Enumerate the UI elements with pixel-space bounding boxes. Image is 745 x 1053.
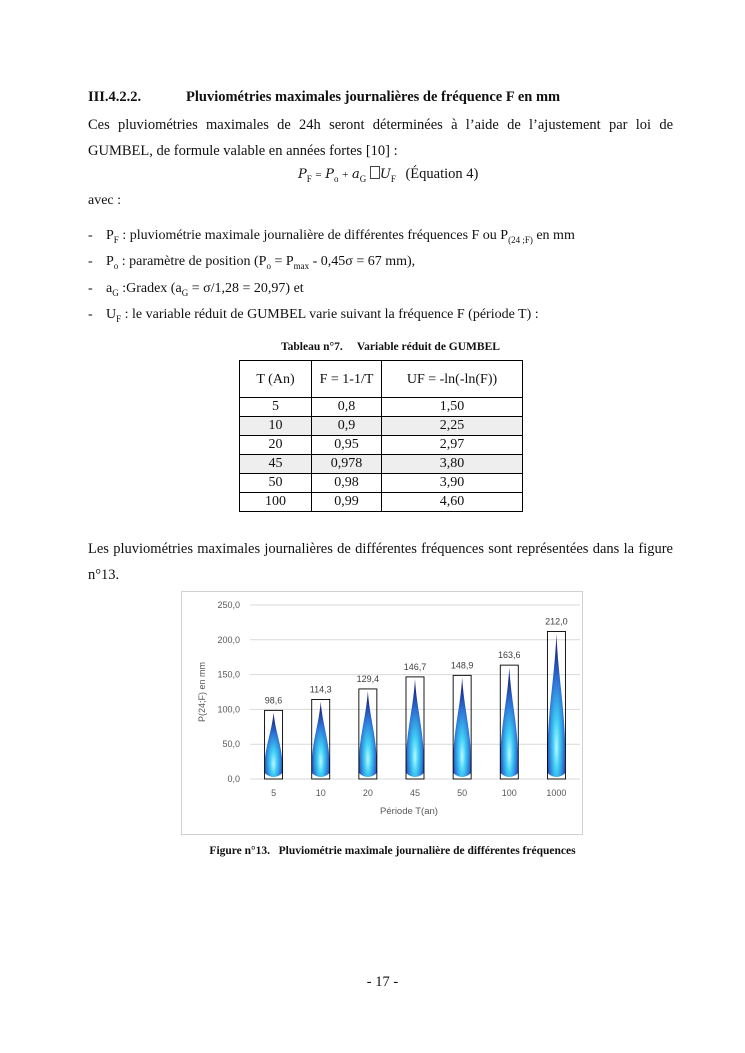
figure-intro-paragraph: Les pluviométries maximales journalières de différentes fréquences sont représentées dans la figure n°13. [88,541,673,583]
table-row [240,436,523,455]
bullet-text: - 0,45σ = 67 mm), [309,254,416,269]
section-number: III.4.2.2. [88,89,142,105]
table-header-cell: F = 1-1/T [312,361,382,398]
table-row [240,493,523,512]
bullet-sub: max [293,260,310,271]
table-cell: 0,8 [312,398,382,417]
section-title: Pluviométries maximales journalières de fréquence F en mm [186,89,561,105]
rainfall-bar-chart [182,592,582,834]
intro-paragraph: Ces pluviométries maximales de 24h seront déterminées à l’aide de l’ajustement par loi de GUMBEL, de formule valable en années fortes [10] : [88,117,673,159]
bar-value-label: 129,4 [356,673,380,684]
eq-label: (Équation 4) [405,166,479,182]
bullet-dash: - [88,281,93,296]
table-cell: 10 [240,417,312,436]
table-cell: 0,99 [312,493,382,512]
y-tick-label: 0,0 [227,774,240,784]
x-tick-label: 100 [501,788,517,798]
table-cell: 100 [240,493,312,512]
bar-value-label: 98,6 [264,695,283,706]
table-cell: 1,50 [382,398,523,417]
y-tick-label: 50,0 [222,739,240,750]
bar-flame-fill [500,667,518,777]
eq-term3-sub: F [390,173,396,184]
table-cell: 0,95 [312,436,382,455]
bullet-symbol-sub: o [113,260,119,271]
section-heading [88,89,560,106]
bullet-sub: o [266,260,271,271]
avec-label: avec : [88,193,122,208]
bar-value-label: 148,9 [450,660,474,671]
y-tick-label: 200,0 [217,634,240,645]
page-number: - 17 - [366,974,399,990]
figure-frame [181,591,583,835]
bar-flame-fill [359,691,377,777]
eq-lhs-sub: F [306,173,312,184]
bar-value-label: 212,0 [545,616,568,627]
table-row [240,474,523,493]
table-cell: 0,98 [312,474,382,493]
x-tick-label: 45 [409,788,421,798]
bullet-symbol: P [106,254,114,269]
bullet-symbol: U [106,307,117,322]
bullet-pf [88,228,575,245]
bullet-uf [88,307,539,324]
bullet-text: = P [270,254,294,269]
table-cell: 4,60 [382,493,523,512]
eq-term1: P [325,167,334,182]
x-tick-label: 20 [362,788,373,798]
bullet-symbol: P [106,228,114,243]
table-cell: 3,80 [382,455,523,474]
bullet-text: : le variable réduit de GUMBEL varie suivant la fréquence F (période T) : [121,307,539,322]
bullet-symbol-sub: G [112,287,119,298]
bullet-sub: (24 ;F) [508,234,533,245]
table-cell: 0,9 [312,417,382,436]
gumbel-equation [298,166,478,184]
bullet-dash: - [88,228,93,243]
bullet-dash: - [88,254,93,269]
x-tick-label: 50 [457,788,468,798]
bullet-dash: - [88,307,93,322]
y-tick-label: 100,0 [217,704,240,715]
x-tick-label: 5 [271,788,277,798]
bullet-text: en mm [532,228,575,243]
bullet-ag [88,281,304,298]
bullet-text: :Gradex (a [118,281,182,296]
y-axis-label: P(24;F) en mm [197,661,207,723]
y-tick-label: 250,0 [217,600,240,610]
bar-flame-fill [312,701,330,777]
bar-flame-fill [547,633,565,777]
bullet-symbol-sub: F [113,234,119,245]
y-tick-label: 150,0 [217,669,240,680]
bullet-text: : paramètre de position (P [118,254,267,269]
bullet-text: = σ/1,28 = 20,97) et [188,281,304,296]
x-tick-label: 1000 [546,788,567,798]
eq-term3: U [379,167,391,182]
bullet-sub: G [181,287,189,298]
bar-value-label: 114,3 [309,684,332,695]
bar-value-label: 146,7 [403,661,427,672]
bar-flame-fill [406,679,424,777]
eq-term1-sub: o [333,173,339,184]
eq-term2: a [351,167,360,182]
figure-caption: Figure n°13. Pluviométrie maximale journalière de différentes fréquences [209,845,576,857]
bar-value-label: 163,6 [498,650,521,661]
bullet-symbol-sub: F [116,313,122,324]
eq-sign: = [315,169,322,181]
eq-plus: + [342,169,349,181]
table-row [240,417,523,436]
table-cell: 5 [240,398,312,417]
table-cell: 3,90 [382,474,523,493]
table-header-cell: UF = -ln(-ln(F)) [382,361,523,398]
table-header-row [240,361,523,398]
table-cell: 2,97 [382,436,523,455]
table-header-cell: T (An) [240,361,312,398]
bullet-text: : pluviométrie maximale journalière de différentes fréquences F ou P [118,228,509,243]
eq-lhs: P [298,167,307,182]
table-cell: 2,25 [382,417,523,436]
eq-term2-sub: G [359,173,367,184]
bullet-po [88,254,415,271]
gumbel-table [239,360,523,512]
table-cell: 50 [240,474,312,493]
x-axis-label: Période T(an) [380,806,438,817]
table-cell: 45 [240,455,312,474]
eq-glyph [370,166,380,179]
bullet-symbol: a [106,281,113,296]
table-cell: 20 [240,436,312,455]
x-tick-label: 10 [315,788,326,798]
table-cell: 0,978 [312,455,382,474]
bar-flame-fill [453,677,471,777]
table-caption: Tableau n°7. Variable réduit de GUMBEL [281,341,500,353]
table-row [240,398,523,417]
table-row [240,455,523,474]
